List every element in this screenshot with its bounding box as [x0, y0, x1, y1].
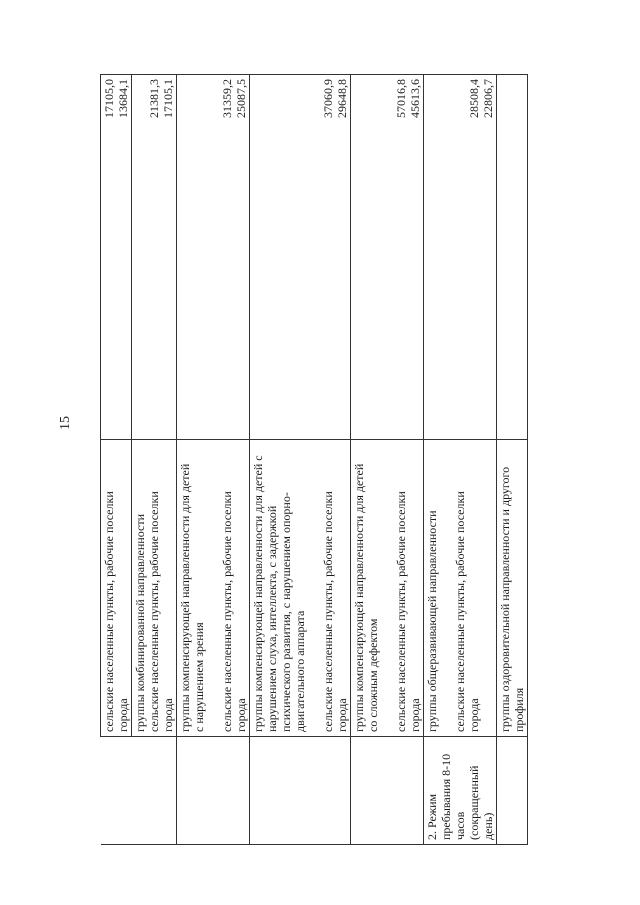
table-row [250, 75, 351, 845]
row-value: 13684,1 [116, 79, 130, 118]
row-text-line: с нарушением зрения [192, 622, 206, 732]
value-cell [250, 75, 351, 440]
description-cell [351, 440, 424, 737]
value-cell [177, 75, 250, 440]
page-number: 15 [58, 416, 73, 430]
mode-cell [351, 737, 424, 845]
table-row [101, 75, 132, 845]
table-row [424, 75, 497, 845]
row-spacer [380, 444, 394, 732]
table-row [132, 75, 177, 845]
row-value: 31359,2 [220, 79, 234, 118]
row-text-line: сельские населенные пункты, рабочие поселки [220, 491, 234, 732]
row-spacer [206, 444, 220, 732]
mode-cell [250, 737, 351, 845]
mode-cell [497, 737, 528, 845]
description-cell [250, 440, 351, 737]
rotated-table-container [100, 75, 550, 845]
row-spacer [307, 444, 321, 732]
funding-table [100, 74, 528, 845]
row-value: 17105,0 [102, 79, 116, 118]
row-spacer [439, 444, 453, 732]
description-cell [497, 440, 528, 737]
row-text-line: группы общеразвивающей направленности [425, 510, 439, 732]
row-text-line: группы компенсирующей направленности для детей [352, 463, 366, 732]
row-value: 57016,8 [394, 79, 408, 118]
row-text-line: группы компенсирующей направленности для детей с нарушением слуха, интеллекта, с задержкой психического развития, с нарушением опорно-двигательного аппарата [251, 455, 307, 732]
row-text-line: группы оздоровительной направленности и другого профиля [498, 466, 526, 732]
mode-cell: 2. Режим пребывания 8-10 часов (сокращенный день) [424, 737, 497, 845]
mode-cell [101, 737, 132, 845]
row-value: 37060,9 [321, 79, 335, 118]
description-cell [177, 440, 250, 737]
value-cell [351, 75, 424, 440]
row-text-line: города [335, 698, 349, 732]
row-value: 25087,5 [234, 79, 248, 118]
description-cell [424, 440, 497, 737]
row-text-line: группы компенсирующей направленности для детей [178, 463, 192, 732]
value-cell [101, 75, 132, 440]
value-cell [424, 75, 497, 440]
row-value: 22806,7 [481, 79, 495, 118]
row-text-line: сельские населенные пункты, рабочие поселки [453, 491, 467, 732]
table-row [351, 75, 424, 845]
row-value: 29648,8 [335, 79, 349, 118]
row-value: 28508,4 [467, 79, 481, 118]
row-text-line: группы комбинированной направленности [133, 513, 147, 732]
mode-cell [177, 737, 250, 845]
row-text-line: города [161, 698, 175, 732]
description-cell [101, 440, 132, 737]
mode-cell [132, 737, 177, 845]
row-text-line: сельские населенные пункты, рабочие поселки [321, 491, 335, 732]
value-cell [497, 75, 528, 440]
row-text-line: города [408, 698, 422, 732]
row-text-line: города [234, 698, 248, 732]
value-cell [132, 75, 177, 440]
row-text-line: сельские населенные пункты, рабочие поселки [394, 491, 408, 732]
row-text-line: сельские населенные пункты, рабочие поселки [102, 491, 116, 732]
row-text-line: сельские населенные пункты, рабочие поселки [147, 491, 161, 732]
row-text-line: со сложным дефектом [366, 618, 380, 732]
description-cell [132, 440, 177, 737]
row-value: 21381,3 [147, 79, 161, 118]
table-row [177, 75, 250, 845]
row-text-line: города [467, 698, 481, 732]
row-text-line: города [116, 698, 130, 732]
row-value: 45613,6 [408, 79, 422, 118]
table-row [497, 75, 528, 845]
row-value: 17105,1 [161, 79, 175, 118]
